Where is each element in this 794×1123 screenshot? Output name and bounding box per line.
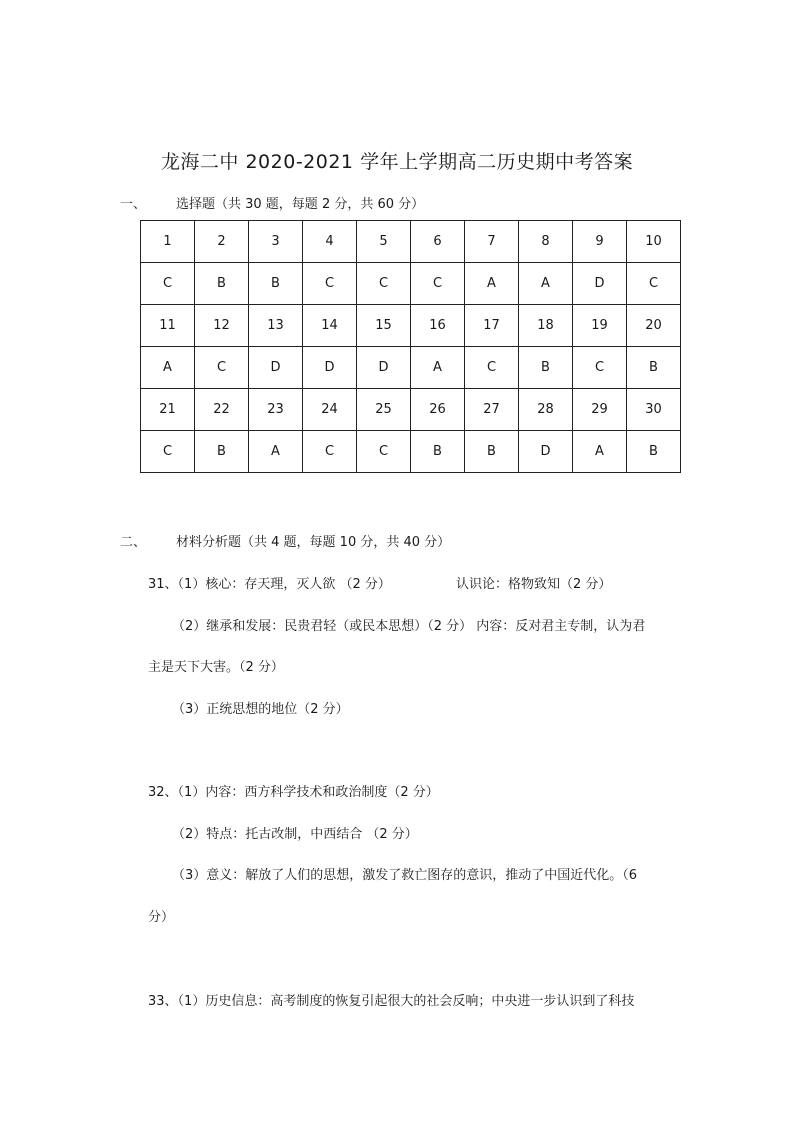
- answer-cell: A: [465, 263, 519, 305]
- question-number-cell: 26: [411, 389, 465, 431]
- question-number-cell: 2: [195, 221, 249, 263]
- answer-cell: C: [573, 347, 627, 389]
- section-1-heading: 选择题（共 30 题，每题 2 分，共 60 分）: [176, 197, 425, 212]
- question-number-row: [141, 305, 681, 347]
- answer-cell: A: [249, 431, 303, 473]
- answer-cell: B: [195, 263, 249, 305]
- answer-cell: C: [141, 431, 195, 473]
- question-number-cell: 1: [141, 221, 195, 263]
- question-number-cell: 21: [141, 389, 195, 431]
- answer-cell: A: [573, 431, 627, 473]
- question-number-cell: 15: [357, 305, 411, 347]
- answer-cell: A: [411, 347, 465, 389]
- question-number-cell: 19: [573, 305, 627, 347]
- q32-line-2: （2）特点：托古改制，中西结合 （2 分）: [172, 827, 418, 842]
- answer-cell: C: [303, 431, 357, 473]
- q32-line-4: 分）: [148, 910, 175, 925]
- answer-row: [141, 263, 681, 305]
- answer-cell: C: [141, 263, 195, 305]
- q32-line-1: 32、（1）内容：西方科学技术和政治制度（2 分）: [148, 785, 439, 800]
- question-number-cell: 25: [357, 389, 411, 431]
- page-title: 龙海二中 2020-2021 学年上学期高二历史期中考答案: [160, 151, 634, 173]
- question-number-cell: 11: [141, 305, 195, 347]
- answer-cell: C: [357, 431, 411, 473]
- answer-table: [140, 220, 681, 473]
- question-number-cell: 29: [573, 389, 627, 431]
- answer-cell: A: [141, 347, 195, 389]
- q33-line-1: 33、（1）历史信息：高考制度的恢复引起很大的社会反响；中央进一步认识到了科技: [148, 994, 635, 1009]
- question-number-cell: 9: [573, 221, 627, 263]
- answer-cell: B: [411, 431, 465, 473]
- q31-line-4: （3）正统思想的地位（2 分）: [172, 702, 349, 717]
- answer-cell: A: [519, 263, 573, 305]
- answer-cell: C: [411, 263, 465, 305]
- answer-cell: D: [303, 347, 357, 389]
- section-2-heading: 材料分析题（共 4 题，每题 10 分，共 40 分）: [176, 535, 451, 550]
- q31-line-1-right: 认识论：格物致知（2 分）: [456, 577, 612, 592]
- section-1-header: [120, 193, 424, 212]
- section-1-number: 一、: [120, 197, 147, 212]
- question-number-cell: 22: [195, 389, 249, 431]
- question-number-cell: 10: [627, 221, 681, 263]
- answer-cell: B: [249, 263, 303, 305]
- question-number-cell: 12: [195, 305, 249, 347]
- answer-cell: C: [357, 263, 411, 305]
- question-number-cell: 7: [465, 221, 519, 263]
- question-number-row: [141, 221, 681, 263]
- q31-line-3: 主是天下大害。（2 分）: [148, 660, 284, 675]
- question-number-cell: 5: [357, 221, 411, 263]
- question-number-cell: 23: [249, 389, 303, 431]
- question-number-cell: 3: [249, 221, 303, 263]
- question-number-cell: 27: [465, 389, 519, 431]
- answer-cell: B: [627, 347, 681, 389]
- question-number-row: [141, 389, 681, 431]
- answer-cell: B: [519, 347, 573, 389]
- question-number-cell: 30: [627, 389, 681, 431]
- answer-cell: B: [465, 431, 519, 473]
- section-2-header: [120, 531, 450, 550]
- question-number-cell: 20: [627, 305, 681, 347]
- question-number-cell: 28: [519, 389, 573, 431]
- question-number-cell: 17: [465, 305, 519, 347]
- answer-row: [141, 347, 681, 389]
- question-number-cell: 4: [303, 221, 357, 263]
- answer-cell: C: [303, 263, 357, 305]
- answer-row: [141, 431, 681, 473]
- answer-cell: B: [627, 431, 681, 473]
- answer-cell: D: [573, 263, 627, 305]
- q31-line-1-left: 31、（1）核心：存天理，灭人欲 （2 分）: [148, 577, 391, 592]
- answer-cell: D: [249, 347, 303, 389]
- answer-cell: C: [195, 347, 249, 389]
- answer-cell: D: [519, 431, 573, 473]
- answer-cell: B: [195, 431, 249, 473]
- question-number-cell: 13: [249, 305, 303, 347]
- question-number-cell: 18: [519, 305, 573, 347]
- q31-line-2: （2）继承和发展：民贵君轻（或民本思想）（2 分） 内容：反对君主专制，认为君: [172, 619, 646, 634]
- question-number-cell: 14: [303, 305, 357, 347]
- question-number-cell: 24: [303, 389, 357, 431]
- answer-cell: C: [627, 263, 681, 305]
- question-number-cell: 6: [411, 221, 465, 263]
- answer-cell: D: [357, 347, 411, 389]
- section-2-number: 二、: [120, 535, 147, 550]
- answer-cell: C: [465, 347, 519, 389]
- q32-line-3: （3）意义：解放了人们的思想，激发了救亡图存的意识，推动了中国近代化。（6: [172, 868, 638, 883]
- question-number-cell: 8: [519, 221, 573, 263]
- question-number-cell: 16: [411, 305, 465, 347]
